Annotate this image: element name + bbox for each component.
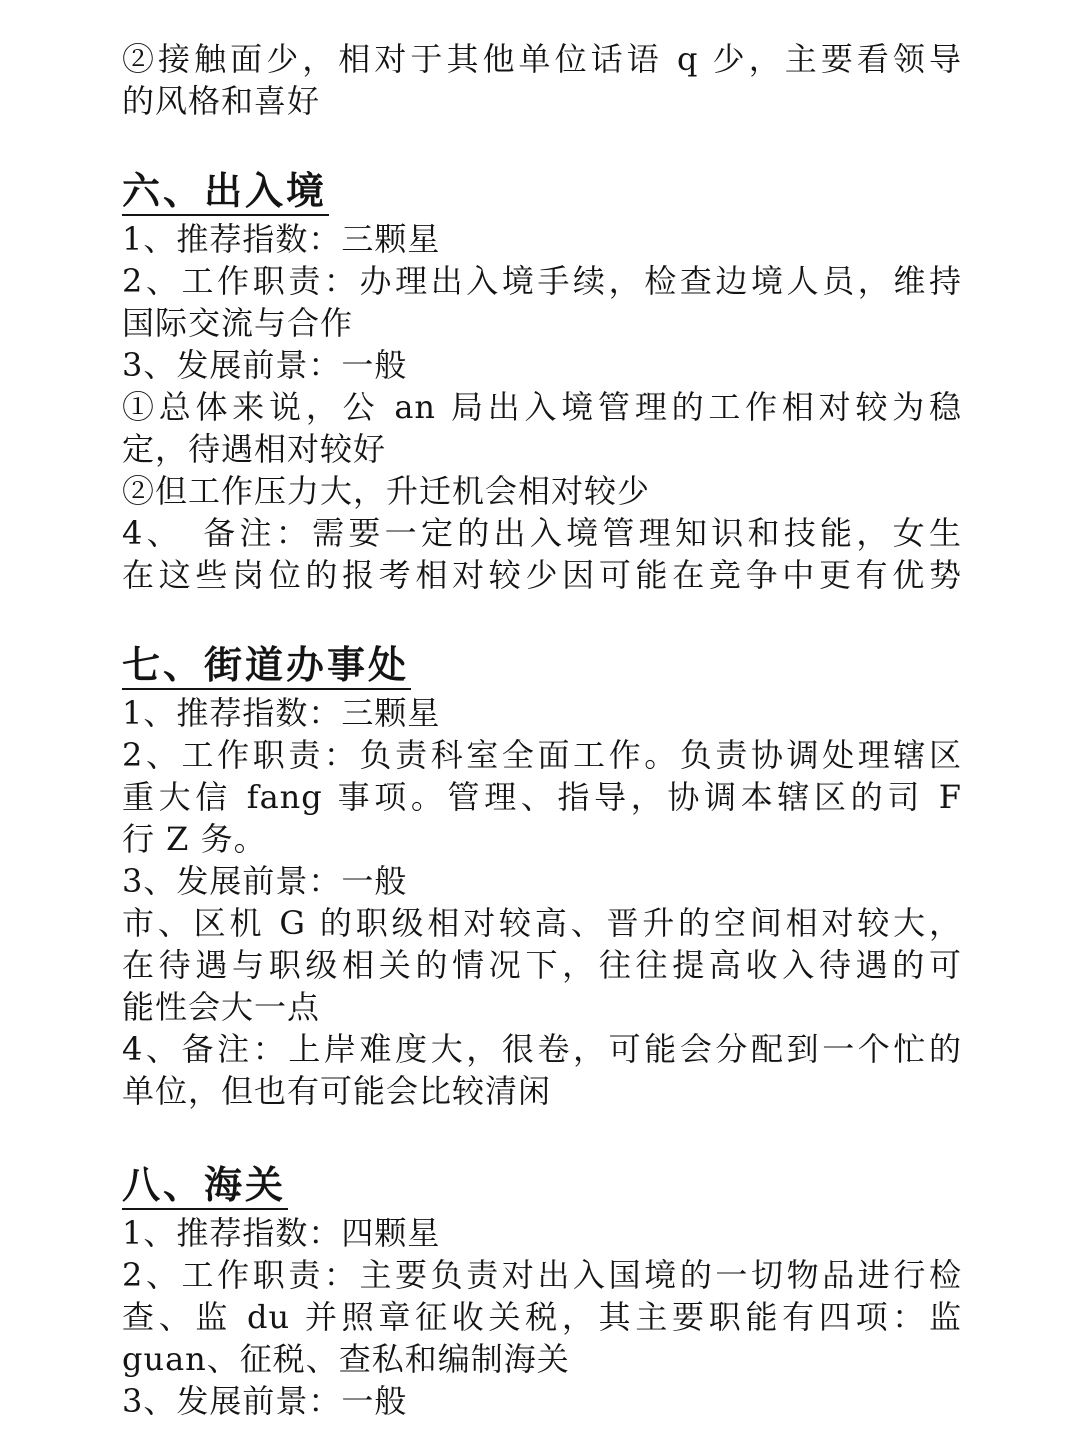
text-line: ②接触面少，相对于其他单位话语 q 少，主要看领导 [122, 40, 962, 78]
text-line: 行 Z 务。 [122, 820, 267, 858]
section-heading: 八、海关 [122, 1162, 288, 1210]
text-line: 2、工作职责：办理出入境手续，检查边境人员，维持 [122, 262, 962, 300]
document-page [122, 38, 962, 1422]
section-heading: 六、出入境 [122, 168, 329, 216]
text-line: 在待遇与职级相关的情况下，往往提高收入待遇的可 [122, 946, 962, 984]
text-line: 1、推荐指数：四颗星 [122, 1214, 441, 1252]
text-line: 定，待遇相对较好 [122, 430, 387, 468]
text-line: 3、发展前景：一般 [122, 862, 408, 900]
text-line: 4、备注：上岸难度大，很卷，可能会分配到一个忙的 [122, 1030, 962, 1068]
text-line: 在这些岗位的报考相对较少因可能在竞争中更有优势 [122, 556, 962, 594]
text-line: 2、工作职责：负责科室全面工作。负责协调处理辖区 [122, 736, 962, 774]
text-line: 市、区机 G 的职级相对较高、晋升的空间相对较大， [122, 904, 962, 942]
text-line: 4、 备注：需要一定的出入境管理知识和技能，女生 [122, 514, 962, 552]
text-line: 1、推荐指数：三颗星 [122, 220, 441, 258]
text-line: 3、发展前景：一般 [122, 346, 408, 384]
section-subdistrict-office [122, 642, 962, 1112]
text-line: 3、发展前景：一般 [122, 1382, 408, 1420]
text-line: 1、推荐指数：三颗星 [122, 694, 441, 732]
text-line: 单位，但也有可能会比较清闲 [122, 1072, 552, 1110]
text-line: guan、征税、查私和编制海关 [122, 1340, 570, 1378]
text-line: ②但工作压力大，升迁机会相对较少 [122, 472, 651, 510]
text-line: 重大信 fang 事项。管理、指导，协调本辖区的司 F [122, 778, 962, 816]
text-line: 国际交流与合作 [122, 304, 354, 342]
text-line: 查、监 du 并照章征收关税，其主要职能有四项：监 [122, 1298, 962, 1336]
section-customs [122, 1162, 962, 1422]
text-line: ①总体来说，公 an 局出入境管理的工作相对较为稳 [122, 388, 962, 426]
section-heading: 七、街道办事处 [122, 642, 411, 690]
intro-paragraph [122, 38, 962, 122]
text-line: 2、工作职责：主要负责对出入国境的一切物品进行检 [122, 1256, 962, 1294]
text-line: 能性会大一点 [122, 988, 321, 1026]
section-exit-entry [122, 168, 962, 596]
text-line: 的风格和喜好 [122, 82, 321, 120]
